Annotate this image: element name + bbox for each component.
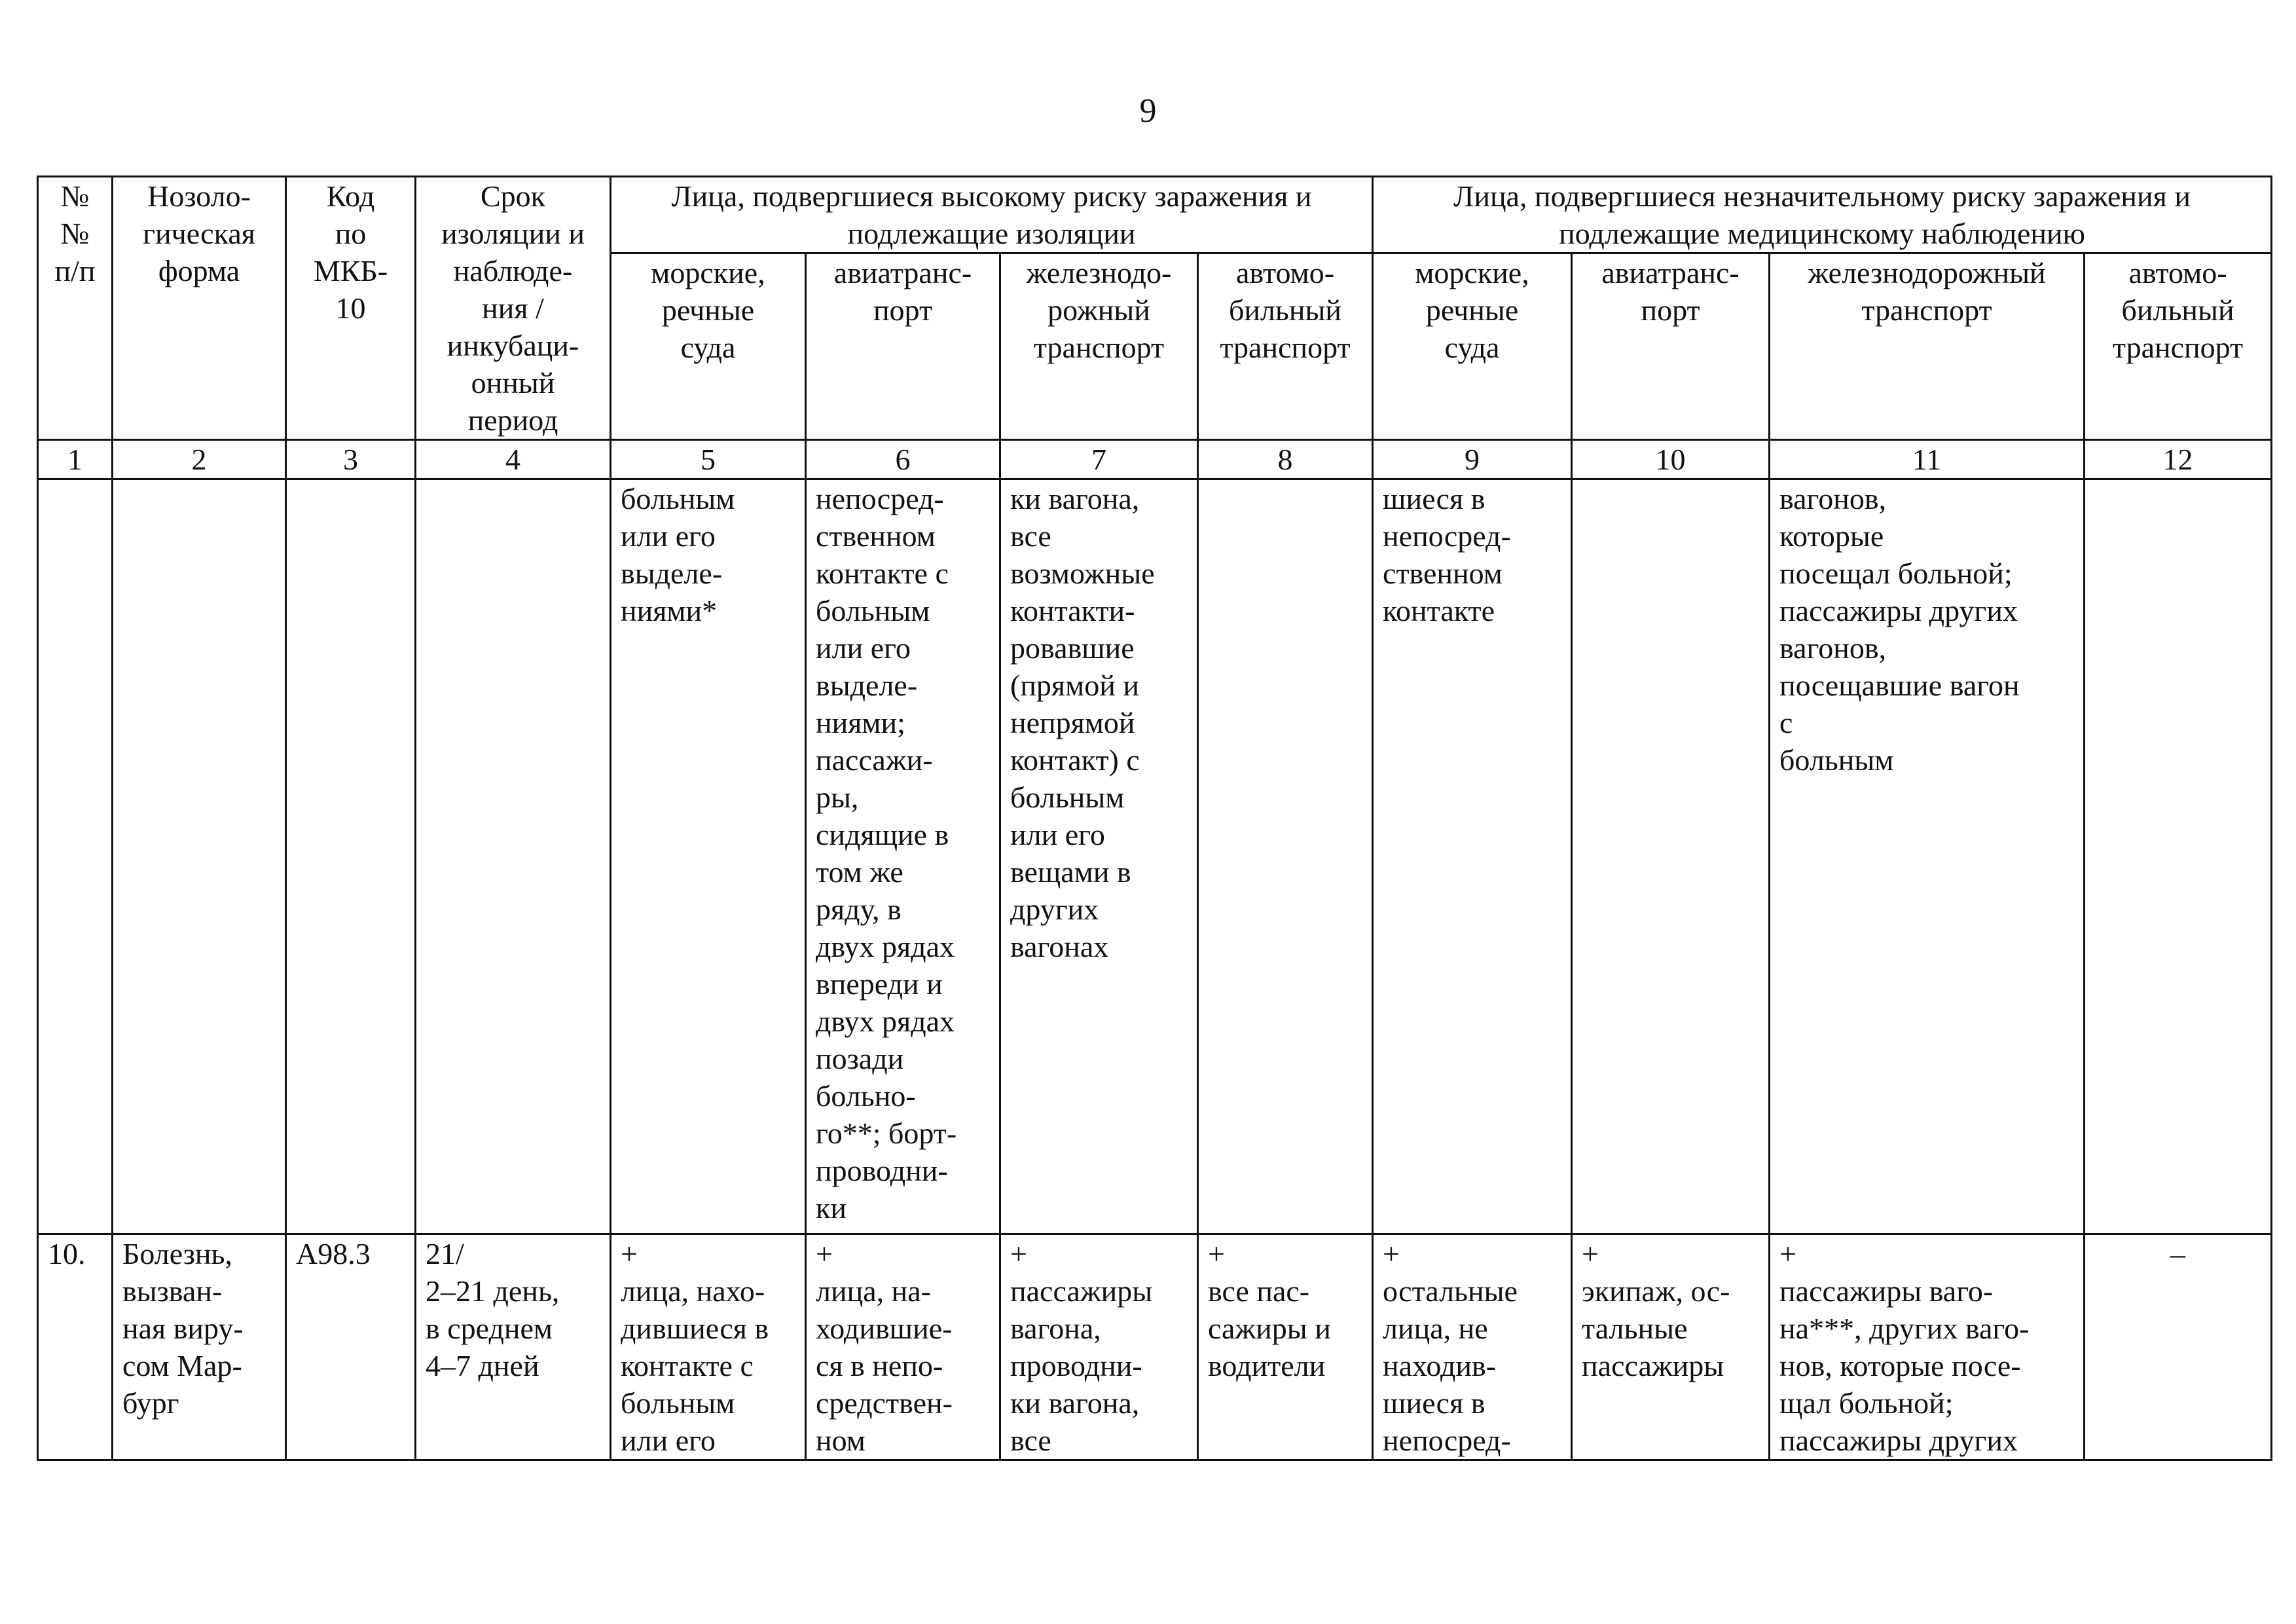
column-number: 10 (1572, 440, 1770, 479)
header-isolation-period: Срок изоляции и наблюде- ния / инкубаци- онный период (416, 177, 611, 440)
column-number-row (38, 440, 2272, 479)
column-number: 8 (1198, 440, 1373, 479)
header-row-1 (38, 177, 2272, 253)
table-cell: + лица, нахо- дившиеся в контакте с больным или его (611, 1234, 806, 1460)
table-cell: + все пас- сажиры и водители (1198, 1234, 1373, 1460)
header-low-risk-group: Лица, подвергшиеся незначительному риску заражения и подлежащие медицинскому наблюдению (1373, 177, 2272, 253)
column-number: 12 (2085, 440, 2272, 479)
header-high-air: авиатранс- порт (806, 253, 1000, 440)
table-cell (416, 479, 611, 1234)
column-number: 5 (611, 440, 806, 479)
column-number: 3 (286, 440, 416, 479)
column-number: 9 (1373, 440, 1572, 479)
table-cell: шиеся в непосред- ственном контакте (1373, 479, 1572, 1234)
table-cell (286, 479, 416, 1234)
table-cell (1572, 479, 1770, 1234)
header-high-road: автомо- бильный транспорт (1198, 253, 1373, 440)
header-low-air: авиатранс- порт (1572, 253, 1770, 440)
table-cell: + остальные лица, не находив- шиеся в непосред- (1373, 1234, 1572, 1460)
table-cell: Болезнь, вызван- ная виру- сом Мар- бург (113, 1234, 286, 1460)
header-number: № № п/п (38, 177, 113, 440)
table-row (38, 479, 2272, 1234)
header-low-road: автомо- бильный транспорт (2085, 253, 2272, 440)
column-number: 6 (806, 440, 1000, 479)
page-number: 9 (1139, 92, 1157, 130)
table-cell: 10. (38, 1234, 113, 1460)
column-number: 2 (113, 440, 286, 479)
table-cell (2085, 479, 2272, 1234)
column-number: 4 (416, 440, 611, 479)
table-cell: ки вагона, все возможные контакти- ровавшие (прямой и непрямой контакт) с больным или его вещами в других вагонах (1000, 479, 1198, 1234)
header-nosological-form: Нозоло- гическая форма (113, 177, 286, 440)
table-cell: 21/ 2–21 день, в среднем 4–7 дней (416, 1234, 611, 1460)
table-cell: вагонов, которые посещал больной; пассажиры других вагонов, посещавшие вагон с больным (1770, 479, 2085, 1234)
column-number: 11 (1770, 440, 2085, 479)
header-high-risk-group: Лица, подвергшиеся высокому риску заражения и подлежащие изоляции (611, 177, 1373, 253)
table-cell: – (2085, 1234, 2272, 1460)
header-high-rail: железнодо- рожный транспорт (1000, 253, 1198, 440)
table-cell: + экипаж, ос- тальные пассажиры (1572, 1234, 1770, 1460)
table-cell: A98.3 (286, 1234, 416, 1460)
quarantine-table (37, 175, 2272, 1461)
column-number: 7 (1000, 440, 1198, 479)
header-low-rail: железнодорожный транспорт (1770, 253, 2085, 440)
header-high-sea-river: морские, речные суда (611, 253, 806, 440)
header-icd-code: Код по МКБ- 10 (286, 177, 416, 440)
column-number: 1 (38, 440, 113, 479)
table-cell: + лица, на- ходившие- ся в непо- средствен- ном (806, 1234, 1000, 1460)
table-cell: + пассажиры вагона, проводни- ки вагона, все (1000, 1234, 1198, 1460)
table-cell: непосред- ственном контакте с больным или его выделе- ниями; пассажи- ры, сидящие в том же ряду, в двух рядах впереди и двух рядах позади больно- го**; борт- проводни- ки (806, 479, 1000, 1234)
table-row (38, 1234, 2272, 1460)
table-cell (1198, 479, 1373, 1234)
table-cell: + пассажиры ваго- на***, других ваго- нов, которые посе- щал больной; пассажиры других (1770, 1234, 2085, 1460)
header-low-sea-river: морские, речные суда (1373, 253, 1572, 440)
table-cell: больным или его выделе- ниями* (611, 479, 806, 1234)
table-cell (113, 479, 286, 1234)
table-cell (38, 479, 113, 1234)
